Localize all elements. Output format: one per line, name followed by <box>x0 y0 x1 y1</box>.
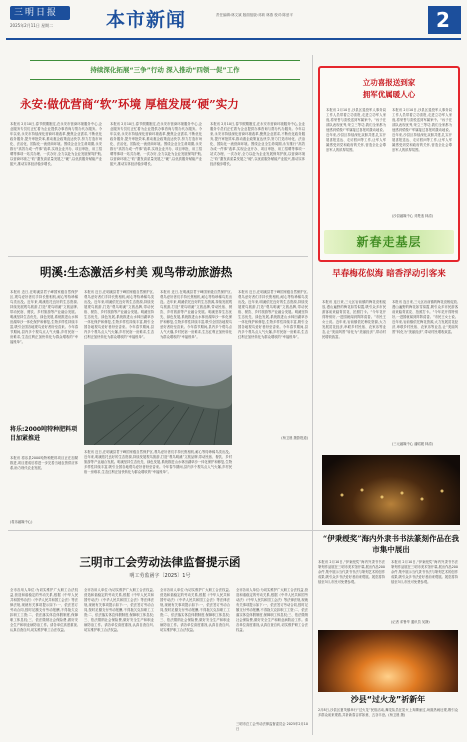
page-number: 2 <box>436 8 450 32</box>
section-title: 本市新闻 <box>106 9 187 31</box>
divider <box>312 55 313 555</box>
sidebar-kicker: 立功喜报送到家 <box>362 78 416 87</box>
masthead-logo-text: 三明日报 <box>14 8 59 18</box>
lead-headline: 永安:做优营商“软”环境 厚植发展“硬”实力 <box>20 97 239 111</box>
plum-headline-line1 <box>322 268 456 280</box>
banner-text: 持续深化拓展“三争”行动 深入推动“四领一促”工作 <box>90 66 240 74</box>
parade-photo <box>322 455 460 525</box>
brief-signoff: (将乐融媒中心) <box>10 520 33 524</box>
calligraphy-body-col2: 本报讯 2月10日,“伊秉绶奖”海内外隶书书法篆刻作品展在三明市美术馆开幕,展出作品200余件,集中展示当代隶书书法与篆刻艺术的创作成果,吸引众多书法爱好者前来观展。展览将持续至3月,市民可免费参观。 <box>391 560 458 584</box>
fire-dragon-photo <box>318 630 458 692</box>
plum-headline: 早春梅花似海 暗香浮动引客来 <box>332 269 446 279</box>
sidebar-signoff: (沙县融媒中心 邓楚逸 林清) <box>392 214 433 218</box>
notice-signoff: 三明市总工会劳动法律监督委员会 2025年2月10日 <box>236 722 308 731</box>
photo-bottom-headline: 沙县“过火龙”祈新年 <box>350 695 426 704</box>
page-number-badge <box>428 6 461 34</box>
plum-body-col1: 本报讯 连日来,三元区岩前镇的梅花竞相绽放,漫山遍野的梅花如雪似霞,吸引众多市民游客前来踏青赏花、拍照打卡。“今年花开得特别好,一进园就闻到阵阵清香。”市民王女士说。近年来,岩前镇依托梅花资源,大力发展赏花经济,串联乡村民宿、农家乐等业态,让“美丽风景”转化为“美丽经济”,带动村民增收致富。 <box>322 300 386 339</box>
sidebar-logo-text: 新春走基层 <box>356 235 422 249</box>
notice-body-col1: 全市各用人单位:为切实维护广大职工合法权益,营造和谐稳定的劳动关系,根据《中华人民共和国劳动法》《中华人民共和国工会法》等法律法规,现就有关事项提示如下:一、依法签订劳动合同,按时足额支付劳动报酬,不得拖欠克扣职工工资;二、依法落实休息休假制度,保障职工休息权;三、依法缴纳社会保险费,做好安全生产和职业病防治工作。请各单位高度重视,认真自查自纠,切实维护职工合法权益。 <box>10 588 78 632</box>
photo-bottom-caption: 2月8日,沙县区夏茂镇举行“过火龙”民俗活动,舞龙队员在炭火上奔腾而过,场面热闹壮观,吸引众多群众前来观看,共祈新春吉祥如意、五谷丰登。(杨卫晨 摄) <box>318 708 458 717</box>
notice-body-col3: 全市各用人单位:为切实维护广大职工合法权益,营造和谐稳定的劳动关系,根据《中华人民共和国劳动法》《中华人民共和国工会法》等法律法规,现就有关事项提示如下:一、依法签订劳动合同,按时足额支付劳动报酬,不得拖欠克扣职工工资;二、依法落实休息休假制度,保障职工休息权;三、依法缴纳社会保险费,做好安全生产和职业病防治工作。请各单位高度重视,认真自查自纠,切实维护职工合法权益。 <box>160 588 230 632</box>
notice-subhead: 明工劳监函字〔2025〕1号 <box>129 573 191 579</box>
divider <box>8 256 308 257</box>
masthead-rule <box>6 38 461 40</box>
sidebar-headline: 拥军优属暖人心 <box>362 90 416 99</box>
sidebar-box <box>318 66 460 262</box>
divider <box>8 530 460 531</box>
plum-signoff: (三元融媒中心 潘昭媛 林清) <box>392 442 433 446</box>
story2-body-col4: 本报讯 近日,在明溪县君子峰国家级自然保护区,观鸟爱好者们手持长焦相机,耐心等待珍稀鸟类出没。近年来,明溪依托良好的生态资源,持续发展观鸟旅游,打造“观鸟明溪”文旅品牌,带动民宿、餐饮、乡村旅游等产业融合发展。明溪坚持生态优先、绿色发展,系统推进山水林田湖草沙一体化保护和修复,生物多样性持续丰富,吸引全国各地观鸟爱好者纷至沓来。今年春节期间,县内多个观鸟点人气火爆,乡村民宿一房难求,生态红利正加快转化为群众增收的“幸福账单”。 <box>238 290 308 339</box>
campaign-banner <box>30 60 300 80</box>
brief-body: 本报讯 将乐县2000吨特种肥料项目正在加紧推进,项目建成后将进一步完善当地农资供应体系,助力现代农业发展。 <box>10 456 78 470</box>
sidebar-body-col1: 本报讯 2月10日,沙县区退役军人事务局工作人员带着立功喜报,走进立功军人家庭,将荣誉与喜悦送到军属家中。“孩子在部队表现优秀,荣立三等功,我们全家都为他感到骄傲!”军属接过喜报时激动地说。近年来,沙县区持续深化双拥共建,扎实开展喜报送达、走访慰问等工作,让军人军属感受到党和政府的关怀,营造全社会尊崇军人的浓厚氛围。 <box>326 108 386 152</box>
editor-credits: 责任编辑:林文斌 版面组版:邓莉 林燕 校对:陈爱平 <box>216 13 293 17</box>
gallery-caption: (杨卫晨 摄影报道) <box>281 436 308 440</box>
divider <box>312 535 313 735</box>
notice-body-col4: 全市各用人单位:为切实维护广大职工合法权益,营造和谐稳定的劳动关系,根据《中华人民共和国劳动法》《中华人民共和国工会法》等法律法规,现就有关事项提示如下:一、依法签订劳动合同,按时足额支付劳动报酬,不得拖欠克扣职工工资;二、依法落实休息休假制度,保障职工休息权;三、依法缴纳社会保险费,做好安全生产和职业病防治工作。请各单位高度重视,认真自查自纠,切实维护职工合法权益。 <box>236 588 308 632</box>
calligraphy-headline: “伊秉绶奖”海内外隶书书法篆刻作品在我市集中展出 <box>322 534 460 554</box>
masthead <box>6 6 461 36</box>
story2-photo <box>84 345 232 445</box>
notice-body-col2: 全市各用人单位:为切实维护广大职工合法权益,营造和谐稳定的劳动关系,根据《中华人民共和国劳动法》《中华人民共和国工会法》等法律法规,现就有关事项提示如下:一、依法签订劳动合同,按时足额支付劳动报酬,不得拖欠克扣职工工资;二、依法落实休息休假制度,保障职工休息权;三、依法缴纳社会保险费,做好安全生产和职业病防治工作。请各单位高度重视,认真自查自纠,切实维护职工合法权益。 <box>84 588 154 632</box>
sidebar-logo-bar <box>324 230 454 254</box>
lead-body-col3: 本报讯 2月10日,春节假期刚过,在永安市营商环境服务中心,企业服务专员们正忙着为企业提供办事咨询与帮办代办服务。今年以来,永安市持续深化营商环境改革,聚焦企业需求,不断优化政务服务,提升审批效率,推动惠企政策直达快享,努力打造市场化、法治化、国际化一流营商环境。围绕企业全生命周期,永安推行“高效办成一件事”改革,实现企业开办、项目审批、用工招聘等事项一站式办理、一次办好,全力以赴为企业发展保驾护航,以营商环境之“软”激发高质量发展之“硬”,以优质服务赋能产业振兴,推动实体经济稳步增长。 <box>210 122 305 166</box>
masthead-date: 2025年2月11日 星期二 <box>10 23 54 28</box>
notice-headline: 三明市工会劳动法律监督提示函 <box>79 555 241 569</box>
parade-lights <box>322 455 460 525</box>
plum-body-col2: 本报讯 连日来,三元区岩前镇的梅花竞相绽放,漫山遍野的梅花如雪似霞,吸引众多市民游客前来踏青赏花、拍照打卡。“今年花开得特别好,一进园就闻到阵阵清香。”市民王女士说。近年来,岩前镇依托梅花资源,大力发展赏花经济,串联乡村民宿、农家乐等业态,让“美丽风景”转化为“美丽经济”,带动村民增收致富。 <box>392 300 458 334</box>
sidebar-body-col2: 本报讯 2月10日,沙县区退役军人事务局工作人员带着立功喜报,走进立功军人家庭,将荣誉与喜悦送到军属家中。“孩子在部队表现优秀,荣立三等功,我们全家都为他感到骄傲!”军属接过喜报时激动地说。近年来,沙县区持续深化双拥共建,扎实开展喜报送达、走访慰问等工作,让军人军属感受到党和政府的关怀,营造全社会尊崇军人的浓厚氛围。 <box>392 108 452 152</box>
lead-body-col1: 本报讯 2月10日,春节假期刚过,在永安市营商环境服务中心,企业服务专员们正忙着为企业提供办事咨询与帮办代办服务。今年以来,永安市持续深化营商环境改革,聚焦企业需求,不断优化政务服务,提升审批效率,推动惠企政策直达快享,努力打造市场化、法治化、国际化一流营商环境。围绕企业全生命周期,永安推行“高效办成一件事”改革,实现企业开办、项目审批、用工招聘等事项一站式办理、一次办好,全力以赴为企业发展保驾护航,以营商环境之“软”激发高质量发展之“硬”,以优质服务赋能产业振兴,推动实体经济稳步增长。 <box>10 122 102 166</box>
story2-headline: 明溪:生态激活乡村美 观鸟带动旅游热 <box>40 265 233 279</box>
story2-body-col1: 本报讯 近日,在明溪县君子峰国家级自然保护区,观鸟爱好者们手持长焦相机,耐心等待珍稀鸟类出没。近年来,明溪依托良好的生态资源,持续发展观鸟旅游,打造“观鸟明溪”文旅品牌,带动民宿、餐饮、乡村旅游等产业融合发展。明溪坚持生态优先、绿色发展,系统推进山水林田湖草沙一体化保护和修复,生物多样性持续丰富,吸引全国各地观鸟爱好者纷至沓来。今年春节期间,县内多个观鸟点人气火爆,乡村民宿一房难求,生态红利正加快转化为群众增收的“幸福账单”。 <box>10 290 78 344</box>
lead-body-col2: 本报讯 2月10日,春节假期刚过,在永安市营商环境服务中心,企业服务专员们正忙着为企业提供办事咨询与帮办代办服务。今年以来,永安市持续深化营商环境改革,聚焦企业需求,不断优化政务服务,提升审批效率,推动惠企政策直达快享,努力打造市场化、法治化、国际化一流营商环境。围绕企业全生命周期,永安推行“高效办成一件事”改革,实现企业开办、项目审批、用工招聘等事项一站式办理、一次办好,全力以赴为企业发展保驾护航,以营商环境之“软”激发高质量发展之“硬”,以优质服务赋能产业振兴,推动实体经济稳步增长。 <box>110 122 202 166</box>
story2-body-col2: 本报讯 近日,在明溪县君子峰国家级自然保护区,观鸟爱好者们手持长焦相机,耐心等待珍稀鸟类出没。近年来,明溪依托良好的生态资源,持续发展观鸟旅游,打造“观鸟明溪”文旅品牌,带动民宿、餐饮、乡村旅游等产业融合发展。明溪坚持生态优先、绿色发展,系统推进山水林田湖草沙一体化保护和修复,生物多样性持续丰富,吸引全国各地观鸟爱好者纷至沓来。今年春节期间,县内多个观鸟点人气火爆,乡村民宿一房难求,生态红利正加快转化为群众增收的“幸福账单”。 <box>84 290 154 339</box>
brief-headline: 将乐:2000吨特种肥料项目加紧推进 <box>10 426 78 442</box>
story2-continued: 本报讯 近日,在明溪县君子峰国家级自然保护区,观鸟爱好者们手持长焦相机,耐心等待珍稀鸟类出没。近年来,明溪依托良好的生态资源,持续发展观鸟旅游,打造“观鸟明溪”文旅品牌,带动民宿、餐饮、乡村旅游等产业融合发展。明溪坚持生态优先、绿色发展,系统推进山水林田湖草沙一体化保护和修复,生物多样性持续丰富,吸引全国各地观鸟爱好者纷至沓来。今年春节期间,县内多个观鸟点人气火爆,乡村民宿一房难求,生态红利正加快转化为群众增收的“幸福账单”。 <box>84 450 232 474</box>
story2-body-col3: 本报讯 近日,在明溪县君子峰国家级自然保护区,观鸟爱好者们手持长焦相机,耐心等待珍稀鸟类出没。近年来,明溪依托良好的生态资源,持续发展观鸟旅游,打造“观鸟明溪”文旅品牌,带动民宿、餐饮、乡村旅游等产业融合发展。明溪坚持生态优先、绿色发展,系统推进山水林田湖草沙一体化保护和修复,生物多样性持续丰富,吸引全国各地观鸟爱好者纷至沓来。今年春节期间,县内多个观鸟点人气火爆,乡村民宿一房难求,生态红利正加快转化为群众增收的“幸福账单”。 <box>160 290 232 339</box>
calligraphy-body-col1: 本报讯 2月10日,“伊秉绶奖”海内外隶书书法篆刻作品展在三明市美术馆开幕,展出作品200余件,集中展示当代隶书书法与篆刻艺术的创作成果,吸引众多书法爱好者前来观展。展览将持续至3月,市民可免费参观。 <box>318 560 385 584</box>
story2-photo-scene <box>84 345 232 445</box>
calligraphy-signoff: (记者 邓鲁华 通讯员 吴静) <box>391 620 430 624</box>
